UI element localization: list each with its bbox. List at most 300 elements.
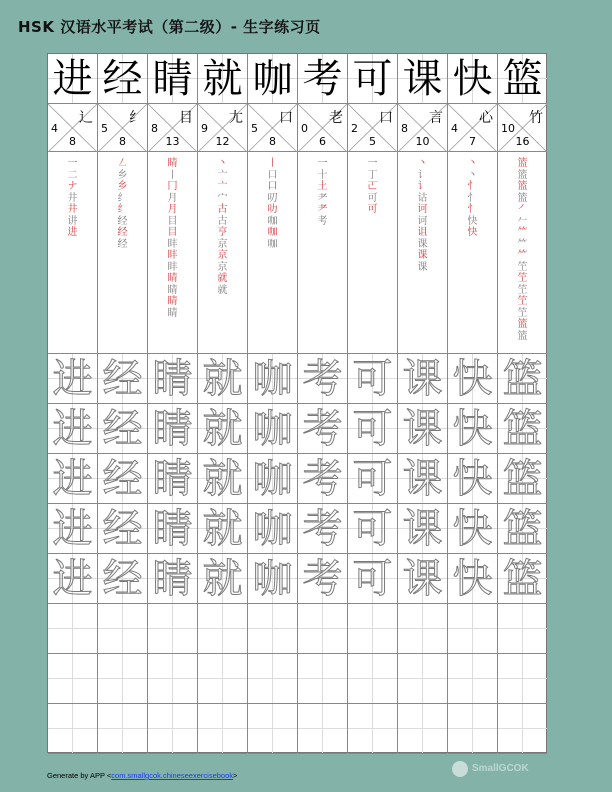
trace-cell[interactable]: [248, 404, 297, 454]
trace-cell[interactable]: [98, 504, 147, 554]
blank-practice-cell[interactable]: [198, 704, 247, 754]
stroke-step: ⺮: [517, 238, 528, 250]
stroke-order-cell: [398, 152, 447, 354]
stroke-step: 盽: [167, 261, 178, 273]
model-char: 可: [352, 56, 393, 102]
footer-link[interactable]: com.smallgcok.chineseexercisebook: [111, 771, 234, 780]
stroke-order-steps: [398, 158, 447, 273]
trace-cell[interactable]: [398, 454, 447, 504]
trace-cell[interactable]: [248, 504, 297, 554]
radical-stroke-count: 4: [51, 122, 58, 135]
trace-cell[interactable]: [98, 354, 147, 404]
trace-cell[interactable]: [98, 454, 147, 504]
stroke-step: 可: [367, 204, 378, 215]
total-stroke-count: 12: [215, 135, 230, 148]
stroke-step: 叻: [267, 204, 278, 215]
trace-cell[interactable]: [148, 554, 197, 604]
char-column: [348, 54, 398, 752]
stroke-step: 咖: [267, 238, 278, 250]
footer-prefix: Generate by APP <: [47, 771, 112, 780]
stroke-step: 诃: [417, 215, 428, 227]
model-char: 进: [52, 56, 93, 102]
radical-label: 纟: [129, 110, 143, 126]
blank-practice-cell[interactable]: [248, 654, 297, 704]
trace-cell[interactable]: [198, 454, 247, 504]
trace-char: 考: [302, 406, 343, 452]
stroke-step: ㇒: [517, 204, 528, 215]
trace-char: 睛: [152, 506, 193, 552]
stroke-order-steps: [448, 158, 497, 239]
trace-char: 睛: [152, 356, 193, 402]
stroke-step: 盽: [167, 250, 178, 261]
trace-cell[interactable]: [348, 504, 397, 554]
blank-practice-cell[interactable]: [348, 654, 397, 704]
radical-stroke-count: 8: [401, 122, 408, 135]
stroke-step: 一: [317, 158, 328, 169]
char-info-cell: [98, 104, 147, 152]
char-info-cell: [298, 104, 347, 152]
stroke-step: 笁: [517, 273, 528, 284]
trace-char: 睛: [152, 406, 193, 452]
radical-stroke-count: 2: [351, 122, 358, 135]
stroke-step: 睛: [167, 284, 178, 296]
stroke-step: ⺮: [517, 250, 528, 261]
trace-char: 可: [352, 506, 393, 552]
blank-practice-cell[interactable]: [498, 654, 547, 704]
stroke-order-steps: [498, 158, 547, 342]
stroke-step: 一: [67, 158, 78, 169]
radical-label: 言: [429, 110, 443, 126]
trace-char: 篮: [502, 406, 543, 452]
stroke-step: 课: [417, 238, 428, 250]
trace-char: 篮: [502, 556, 543, 602]
blank-practice-cell[interactable]: [48, 654, 97, 704]
model-char-cell: [248, 54, 297, 104]
stroke-step: 京: [217, 250, 228, 261]
trace-cell[interactable]: [298, 354, 347, 404]
blank-practice-cell[interactable]: [48, 704, 97, 754]
trace-char: 篮: [502, 356, 543, 402]
char-info-cell: [48, 104, 97, 152]
total-stroke-count: 8: [269, 135, 276, 148]
blank-practice-cell[interactable]: [298, 604, 347, 654]
trace-cell[interactable]: [48, 404, 97, 454]
trace-char: 快: [452, 506, 493, 552]
stroke-step: 讠: [417, 169, 428, 181]
stroke-step: 亠: [217, 181, 228, 192]
stroke-order-steps: [248, 158, 297, 250]
trace-cell[interactable]: [148, 504, 197, 554]
stroke-step: 忄: [467, 192, 478, 204]
trace-cell[interactable]: [248, 454, 297, 504]
stroke-step: 乡: [117, 169, 128, 181]
stroke-step: 月: [167, 192, 178, 204]
char-column: [498, 54, 548, 752]
stroke-step: 丶: [467, 169, 478, 181]
model-char: 篮: [502, 56, 543, 102]
blank-practice-cell[interactable]: [448, 704, 497, 754]
total-stroke-count: 6: [319, 135, 326, 148]
trace-char: 就: [202, 556, 243, 602]
trace-char: 课: [402, 556, 443, 602]
trace-char: 就: [202, 456, 243, 502]
app-logo: SmallGCOK: [452, 760, 544, 778]
stroke-step: 就: [217, 284, 228, 296]
total-stroke-count: 8: [119, 135, 126, 148]
stroke-step: 经: [117, 215, 128, 227]
stroke-order-steps: [48, 158, 97, 239]
trace-cell[interactable]: [498, 454, 547, 504]
stroke-step: 十: [317, 169, 328, 181]
trace-cell[interactable]: [48, 454, 97, 504]
stroke-order-cell: [298, 152, 347, 354]
stroke-step: 井: [67, 204, 78, 215]
char-info-cell: [248, 104, 297, 152]
blank-practice-cell[interactable]: [98, 604, 147, 654]
trace-cell[interactable]: [248, 354, 297, 404]
trace-char: 就: [202, 406, 243, 452]
trace-char: 课: [402, 456, 443, 502]
model-char: 经: [102, 56, 143, 102]
trace-cell[interactable]: [98, 554, 147, 604]
stroke-step: 亠: [217, 169, 228, 181]
radical-label: 辶: [79, 110, 93, 126]
footer-suffix: >: [233, 771, 238, 780]
blank-practice-cell[interactable]: [198, 604, 247, 654]
trace-cell[interactable]: [348, 404, 397, 454]
char-column: [98, 54, 148, 752]
trace-char: 可: [352, 556, 393, 602]
stroke-step: 笁: [517, 296, 528, 307]
stroke-step: 篮: [517, 169, 528, 181]
blank-practice-cell[interactable]: [298, 654, 347, 704]
stroke-step: 丁: [367, 169, 378, 181]
stroke-step: 叨: [267, 192, 278, 204]
stroke-step: 篮: [517, 158, 528, 169]
stroke-step: 𠀀: [367, 181, 378, 192]
blank-practice-cell[interactable]: [148, 604, 197, 654]
stroke-step: 土: [317, 181, 328, 192]
trace-cell[interactable]: [448, 354, 497, 404]
trace-cell[interactable]: [448, 454, 497, 504]
trace-char: 快: [452, 456, 493, 502]
trace-cell[interactable]: [148, 404, 197, 454]
stroke-step: 古: [217, 204, 228, 215]
blank-practice-cell[interactable]: [498, 704, 547, 754]
stroke-step: 口: [267, 181, 278, 192]
stroke-step: 古: [217, 215, 228, 227]
stroke-step: 亨: [217, 227, 228, 238]
blank-practice-cell[interactable]: [298, 704, 347, 754]
blank-practice-cell[interactable]: [448, 654, 497, 704]
trace-char: 篮: [502, 506, 543, 552]
char-info-cell: [448, 104, 497, 152]
stroke-step: 咖: [267, 215, 278, 227]
stroke-step: 耂: [317, 192, 328, 204]
stroke-step: 快: [467, 227, 478, 238]
stroke-step: 课: [417, 250, 428, 261]
trace-cell[interactable]: [148, 454, 197, 504]
trace-cell[interactable]: [298, 554, 347, 604]
model-char: 咖: [252, 56, 293, 102]
stroke-step: 睛: [167, 273, 178, 284]
stroke-step: 睛: [167, 296, 178, 307]
trace-cell[interactable]: [448, 554, 497, 604]
stroke-order-cell: [448, 152, 497, 354]
char-column: [298, 54, 348, 752]
stroke-step: 笁: [517, 284, 528, 296]
trace-cell[interactable]: [398, 354, 447, 404]
trace-cell[interactable]: [498, 354, 547, 404]
blank-practice-cell[interactable]: [198, 654, 247, 704]
trace-char: 快: [452, 556, 493, 602]
blank-practice-cell[interactable]: [248, 604, 297, 654]
char-column: [198, 54, 248, 752]
stroke-step: 二: [67, 169, 78, 181]
trace-cell[interactable]: [198, 354, 247, 404]
trace-char: 就: [202, 356, 243, 402]
stroke-step: 丨: [167, 169, 178, 181]
trace-char: 睛: [152, 456, 193, 502]
trace-cell[interactable]: [198, 404, 247, 454]
trace-cell[interactable]: [198, 554, 247, 604]
model-char-cell: [198, 54, 247, 104]
trace-char: 经: [102, 406, 143, 452]
trace-cell[interactable]: [348, 354, 397, 404]
trace-cell[interactable]: [398, 554, 447, 604]
stroke-order-cell: [98, 152, 147, 354]
radical-stroke-count: 4: [451, 122, 458, 135]
char-info-cell: [498, 104, 547, 152]
stroke-step: 丶: [467, 158, 478, 169]
total-stroke-count: 7: [469, 135, 476, 148]
trace-char: 经: [102, 456, 143, 502]
trace-cell[interactable]: [498, 504, 547, 554]
trace-char: 睛: [152, 556, 193, 602]
char-info-cell: [398, 104, 447, 152]
stroke-step: ナ: [67, 181, 78, 192]
trace-cell[interactable]: [248, 554, 297, 604]
trace-char: 课: [402, 356, 443, 402]
stroke-step: 讲: [67, 215, 78, 227]
blank-practice-cell[interactable]: [348, 704, 397, 754]
stroke-step: 京: [217, 261, 228, 273]
stroke-step: 目: [167, 215, 178, 227]
model-char-cell: [148, 54, 197, 104]
total-stroke-count: 5: [369, 135, 376, 148]
stroke-step: 耂: [317, 204, 328, 215]
model-char: 考: [302, 56, 343, 102]
model-char-cell: [448, 54, 497, 104]
stroke-order-cell: [148, 152, 197, 354]
blank-practice-cell[interactable]: [148, 654, 197, 704]
stroke-step: 𠂉: [517, 215, 528, 227]
trace-cell[interactable]: [298, 404, 347, 454]
trace-cell[interactable]: [448, 404, 497, 454]
stroke-order-steps: [298, 158, 347, 227]
stroke-step: 乡: [117, 181, 128, 192]
char-info-cell: [148, 104, 197, 152]
trace-char: 考: [302, 356, 343, 402]
trace-cell[interactable]: [198, 504, 247, 554]
char-column: [148, 54, 198, 752]
trace-cell[interactable]: [148, 354, 197, 404]
trace-char: 快: [452, 406, 493, 452]
blank-practice-cell[interactable]: [348, 604, 397, 654]
trace-char: 可: [352, 356, 393, 402]
char-column: [248, 54, 298, 752]
trace-cell[interactable]: [498, 404, 547, 454]
trace-cell[interactable]: [348, 454, 397, 504]
radical-label: 口: [279, 110, 293, 126]
trace-char: 篮: [502, 456, 543, 502]
blank-practice-cell[interactable]: [248, 704, 297, 754]
radical-label: 老: [329, 110, 343, 126]
model-char-cell: [98, 54, 147, 104]
trace-cell[interactable]: [398, 504, 447, 554]
radical-stroke-count: 8: [151, 122, 158, 135]
radical-label: 心: [479, 110, 493, 126]
page-title: HSK 汉语水平考试（第二级）- 生字练习页: [18, 18, 321, 36]
stroke-order-steps: [348, 158, 397, 216]
total-stroke-count: 8: [69, 135, 76, 148]
model-char: 就: [202, 56, 243, 102]
char-info-cell: [348, 104, 397, 152]
trace-char: 课: [402, 506, 443, 552]
stroke-step: 进: [67, 227, 78, 238]
stroke-step: 宀: [217, 192, 228, 204]
stroke-step: 丶: [217, 158, 228, 169]
trace-char: 考: [302, 506, 343, 552]
trace-char: 快: [452, 356, 493, 402]
stroke-step: 讠: [417, 181, 428, 192]
trace-cell[interactable]: [348, 554, 397, 604]
stroke-order-cell: [348, 152, 397, 354]
trace-cell[interactable]: [398, 404, 447, 454]
model-char-cell: [298, 54, 347, 104]
trace-cell[interactable]: [48, 504, 97, 554]
blank-practice-cell[interactable]: [498, 604, 547, 654]
blank-practice-cell[interactable]: [98, 654, 147, 704]
stroke-step: 笁: [517, 261, 528, 273]
blank-practice-cell[interactable]: [398, 704, 447, 754]
trace-char: 可: [352, 456, 393, 502]
stroke-step: 考: [317, 215, 328, 227]
stroke-step: 课: [417, 261, 428, 273]
footer-text: [47, 771, 237, 780]
stroke-step: ㇜: [117, 158, 128, 169]
stroke-step: 月: [167, 204, 178, 215]
stroke-step: 纟: [117, 192, 128, 204]
stroke-step: 篮: [517, 330, 528, 342]
stroke-step: 丶: [417, 158, 428, 169]
stroke-step: 睛: [167, 307, 178, 319]
trace-char: 经: [102, 556, 143, 602]
trace-char: 可: [352, 406, 393, 452]
blank-practice-cell[interactable]: [48, 604, 97, 654]
model-char-cell: [48, 54, 97, 104]
trace-char: 考: [302, 556, 343, 602]
radical-stroke-count: 5: [251, 122, 258, 135]
worksheet-grid: [47, 53, 547, 753]
blank-practice-cell[interactable]: [398, 604, 447, 654]
trace-char: 咖: [252, 456, 293, 502]
trace-cell[interactable]: [298, 504, 347, 554]
trace-char: 咖: [252, 556, 293, 602]
blank-practice-cell[interactable]: [98, 704, 147, 754]
radical-label: 尢: [229, 110, 243, 126]
stroke-step: 快: [467, 215, 478, 227]
stroke-step: 可: [367, 192, 378, 204]
stroke-step: 丨: [267, 158, 278, 169]
stroke-order-steps: [198, 158, 247, 296]
blank-practice-cell[interactable]: [398, 654, 447, 704]
stroke-step: 目: [167, 227, 178, 238]
stroke-step: 篮: [517, 192, 528, 204]
radical-stroke-count: 10: [501, 122, 515, 135]
trace-cell[interactable]: [448, 504, 497, 554]
trace-char: 进: [52, 556, 93, 602]
radical-stroke-count: 5: [101, 122, 108, 135]
radical-stroke-count: 0: [301, 122, 308, 135]
model-char-cell: [498, 54, 547, 104]
stroke-step: 篮: [517, 319, 528, 330]
stroke-step: 诂: [417, 192, 428, 204]
stroke-order-steps: [98, 158, 147, 250]
model-char-cell: [348, 54, 397, 104]
char-column: [48, 54, 98, 752]
trace-char: 就: [202, 506, 243, 552]
trace-char: 经: [102, 356, 143, 402]
stroke-order-cell: [248, 152, 297, 354]
stroke-order-cell: [498, 152, 547, 354]
stroke-step: 口: [267, 169, 278, 181]
stroke-order-cell: [198, 152, 247, 354]
stroke-order-cell: [48, 152, 97, 354]
total-stroke-count: 10: [415, 135, 430, 148]
radical-stroke-count: 9: [201, 122, 208, 135]
stroke-step: 笁: [517, 307, 528, 319]
blank-practice-cell[interactable]: [448, 604, 497, 654]
stroke-step: 经: [117, 227, 128, 238]
stroke-step: ⺮: [517, 227, 528, 238]
trace-char: 考: [302, 456, 343, 502]
trace-cell[interactable]: [498, 554, 547, 604]
trace-char: 经: [102, 506, 143, 552]
trace-char: 咖: [252, 506, 293, 552]
model-char: 快: [452, 56, 493, 102]
trace-char: 进: [52, 356, 93, 402]
stroke-step: 忄: [467, 181, 478, 192]
stroke-step: 纟: [117, 204, 128, 215]
trace-char: 咖: [252, 406, 293, 452]
trace-cell[interactable]: [298, 454, 347, 504]
model-char-cell: [398, 54, 447, 104]
stroke-step: 盽: [167, 238, 178, 250]
model-char: 睛: [152, 56, 193, 102]
char-info-cell: [198, 104, 247, 152]
trace-cell[interactable]: [98, 404, 147, 454]
blank-practice-cell[interactable]: [148, 704, 197, 754]
stroke-step: 一: [367, 158, 378, 169]
trace-cell[interactable]: [48, 354, 97, 404]
stroke-step: 就: [217, 273, 228, 284]
stroke-step: 诅: [417, 227, 428, 238]
trace-char: 咖: [252, 356, 293, 402]
total-stroke-count: 13: [165, 135, 180, 148]
trace-char: 进: [52, 456, 93, 502]
trace-cell[interactable]: [48, 554, 97, 604]
